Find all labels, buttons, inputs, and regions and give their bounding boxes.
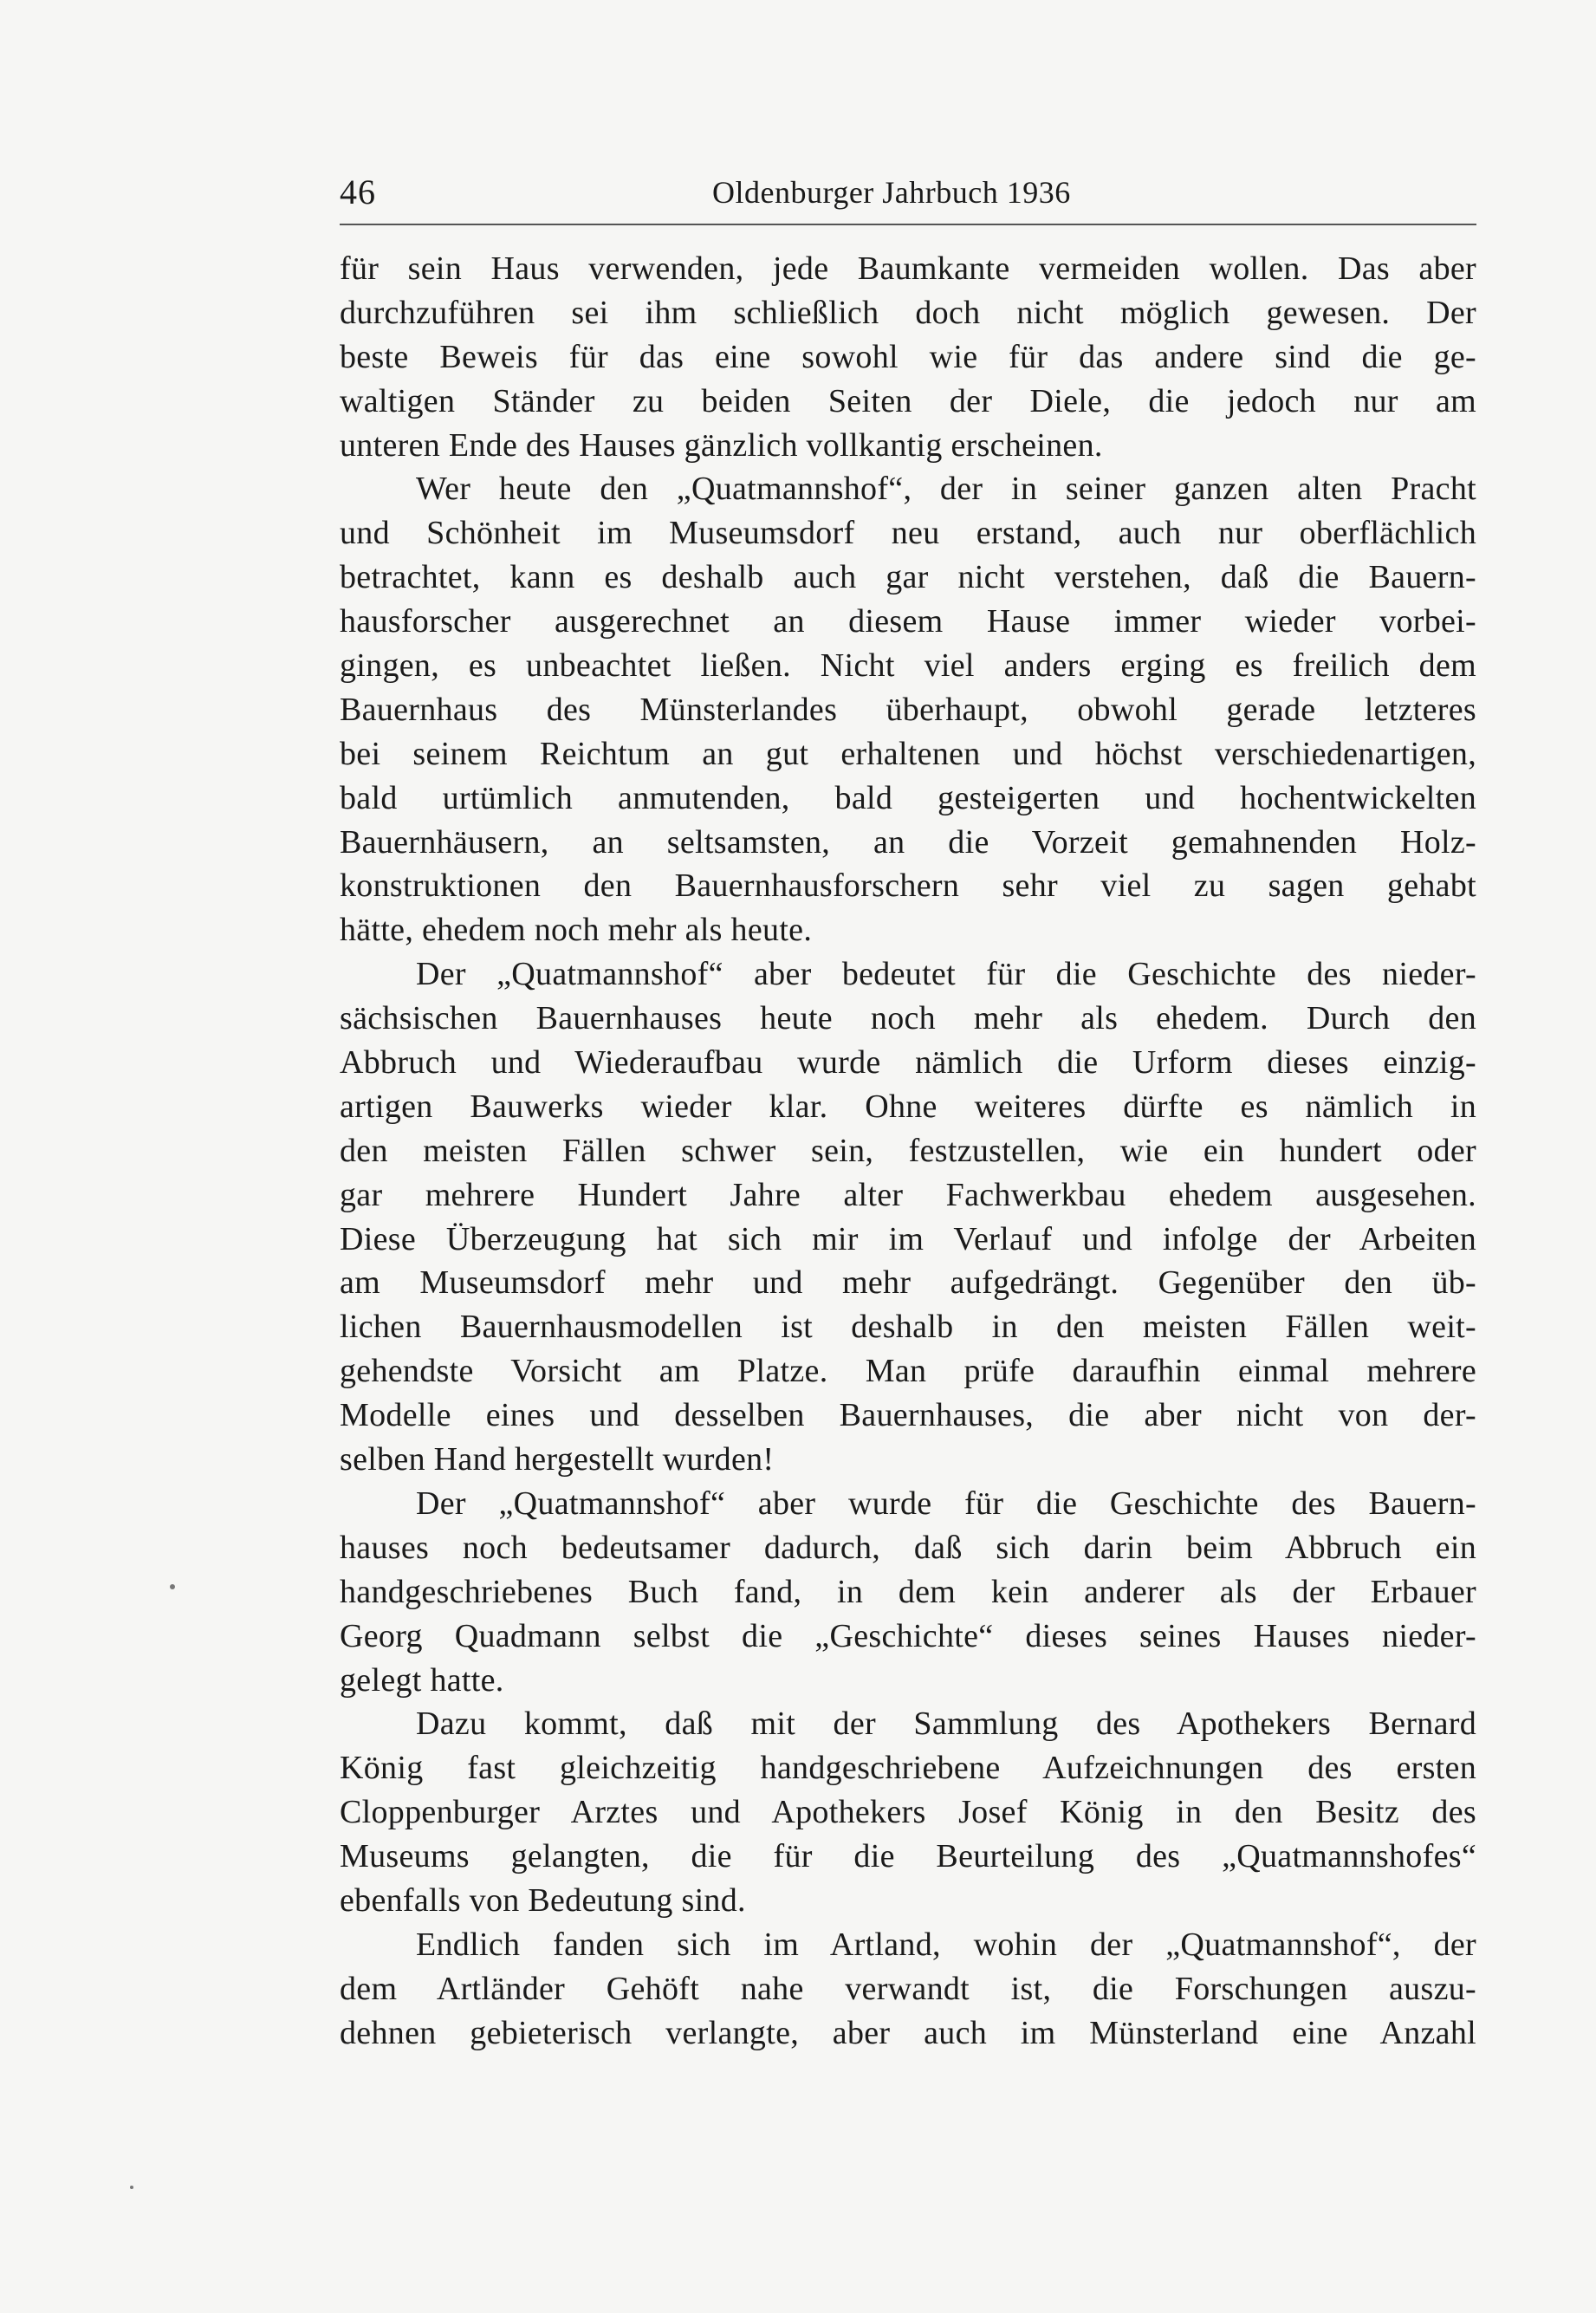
text-line: Diese Überzeugung hat sich mir im Verlauf und infolge der Arbeiten (340, 1220, 1476, 1257)
text-line: am Museumsdorf mehr und mehr aufgedrängt. Gegenüber den üb- (340, 1264, 1476, 1302)
text-line: dem Artländer Gehöft nahe verwandt ist, die Forschungen auszu- (340, 1970, 1476, 2007)
text-line: Abbruch und Wiederaufbau wurde nämlich die Urform dieses einzig- (340, 1044, 1476, 1082)
text-line: selben Hand hergestellt wurden! (340, 1441, 775, 1478)
text-line: gehendste Vorsicht am Platze. Man prüfe daraufhin einmal mehrere (340, 1353, 1476, 1390)
text-line: beste Beweis für das eine sowohl wie für das andere sind die ge- (340, 338, 1476, 375)
page-number: 46 (340, 172, 376, 211)
text-line: betrachtet, kann es deshalb auch gar nicht verstehen, daß die Bauern- (340, 559, 1476, 596)
text-line: Der „Quatmannshof“ aber bedeutet für die Geschichte des nieder- (416, 956, 1476, 993)
text-line: Cloppenburger Arztes und Apothekers Josef König in den Besitz des (340, 1794, 1476, 1831)
text-line: hauses noch bedeutsamer dadurch, daß sich darin beim Abbruch ein (340, 1529, 1476, 1566)
text-line: Georg Quadmann selbst die „Geschichte“ dieses seines Hauses nieder- (340, 1617, 1476, 1654)
text-line: konstruktionen den Bauernhausforschern sehr viel zu sagen gehabt (340, 867, 1476, 905)
paper-speck (130, 2186, 133, 2189)
text-line: Modelle eines und desselben Bauernhauses, die aber nicht von der- (340, 1397, 1476, 1434)
text-line: Endlich fanden sich im Artland, wohin der „Quatmannshof“, der (416, 1926, 1476, 1963)
text-line: handgeschriebenes Buch fand, in dem kein anderer als der Erbauer (340, 1573, 1476, 1610)
text-line: gelegt hatte. (340, 1661, 504, 1699)
header-rule (340, 224, 1476, 225)
text-line: und Schönheit im Museumsdorf neu erstand, auch nur oberflächlich (340, 515, 1476, 552)
text-line: Bauernhaus des Münsterlandes überhaupt, obwohl gerade letzteres (340, 691, 1476, 728)
text-line: lichen Bauernhausmodellen ist deshalb in den meisten Fällen weit- (340, 1309, 1476, 1346)
text-line: hätte, ehedem noch mehr als heute. (340, 912, 813, 949)
text-line: Museums gelangten, die für die Beurteilung des „Quatmannshofes“ (340, 1838, 1476, 1875)
text-line: dehnen gebieterisch verlangte, aber auch im Münsterland eine Anzahl (340, 2014, 1476, 2051)
text-line: bei seinem Reichtum an gut erhaltenen und höchst verschiedenartigen, (340, 735, 1476, 772)
text-line: Der „Quatmannshof“ aber wurde für die Geschichte des Bauern- (416, 1485, 1476, 1522)
text-line: Dazu kommt, daß mit der Sammlung des Apothekers Bernard (416, 1706, 1476, 1743)
paper-speck (170, 1584, 175, 1589)
text-line: sächsischen Bauernhauses heute noch mehr als ehedem. Durch den (340, 1000, 1476, 1037)
text-line: hausforscher ausgerechnet an diesem Hause immer wieder vorbei- (340, 603, 1476, 640)
text-line: gingen, es unbeachtet ließen. Nicht viel anders erging es freilich dem (340, 647, 1476, 685)
text-line: Wer heute den „Quatmannshof“, der in seiner ganzen alten Pracht (416, 471, 1476, 508)
text-line: waltigen Ständer zu beiden Seiten der Diele, die jedoch nur am (340, 382, 1476, 419)
text-line: Bauernhäusern, an seltsamsten, an die Vorzeit gemahnenden Holz- (340, 823, 1476, 861)
text-line: gar mehrere Hundert Jahre alter Fachwerkbau ehedem ausgesehen. (340, 1176, 1476, 1213)
page-header (340, 172, 1476, 220)
text-line: König fast gleichzeitig handgeschriebene Aufzeichnungen des ersten (340, 1750, 1476, 1787)
text-line: artigen Bauwerks wieder klar. Ohne weiteres dürfte es nämlich in (340, 1088, 1476, 1125)
text-line: unteren Ende des Hauses gänzlich vollkantig erscheinen. (340, 426, 1103, 464)
text-line: ebenfalls von Bedeutung sind. (340, 1881, 746, 1919)
body-text (340, 247, 1476, 2056)
text-line: für sein Haus verwenden, jede Baumkante vermeiden wollen. Das aber (340, 250, 1476, 287)
text-line: den meisten Fällen schwer sein, festzustellen, wie ein hundert oder (340, 1132, 1476, 1169)
text-line: bald urtümlich anmutenden, bald gesteigerten und hochentwickelten (340, 779, 1476, 816)
text-line: durchzuführen sei ihm schließlich doch nicht möglich gewesen. Der (340, 294, 1476, 331)
running-title: Oldenburger Jahrbuch 1936 (712, 175, 1071, 210)
